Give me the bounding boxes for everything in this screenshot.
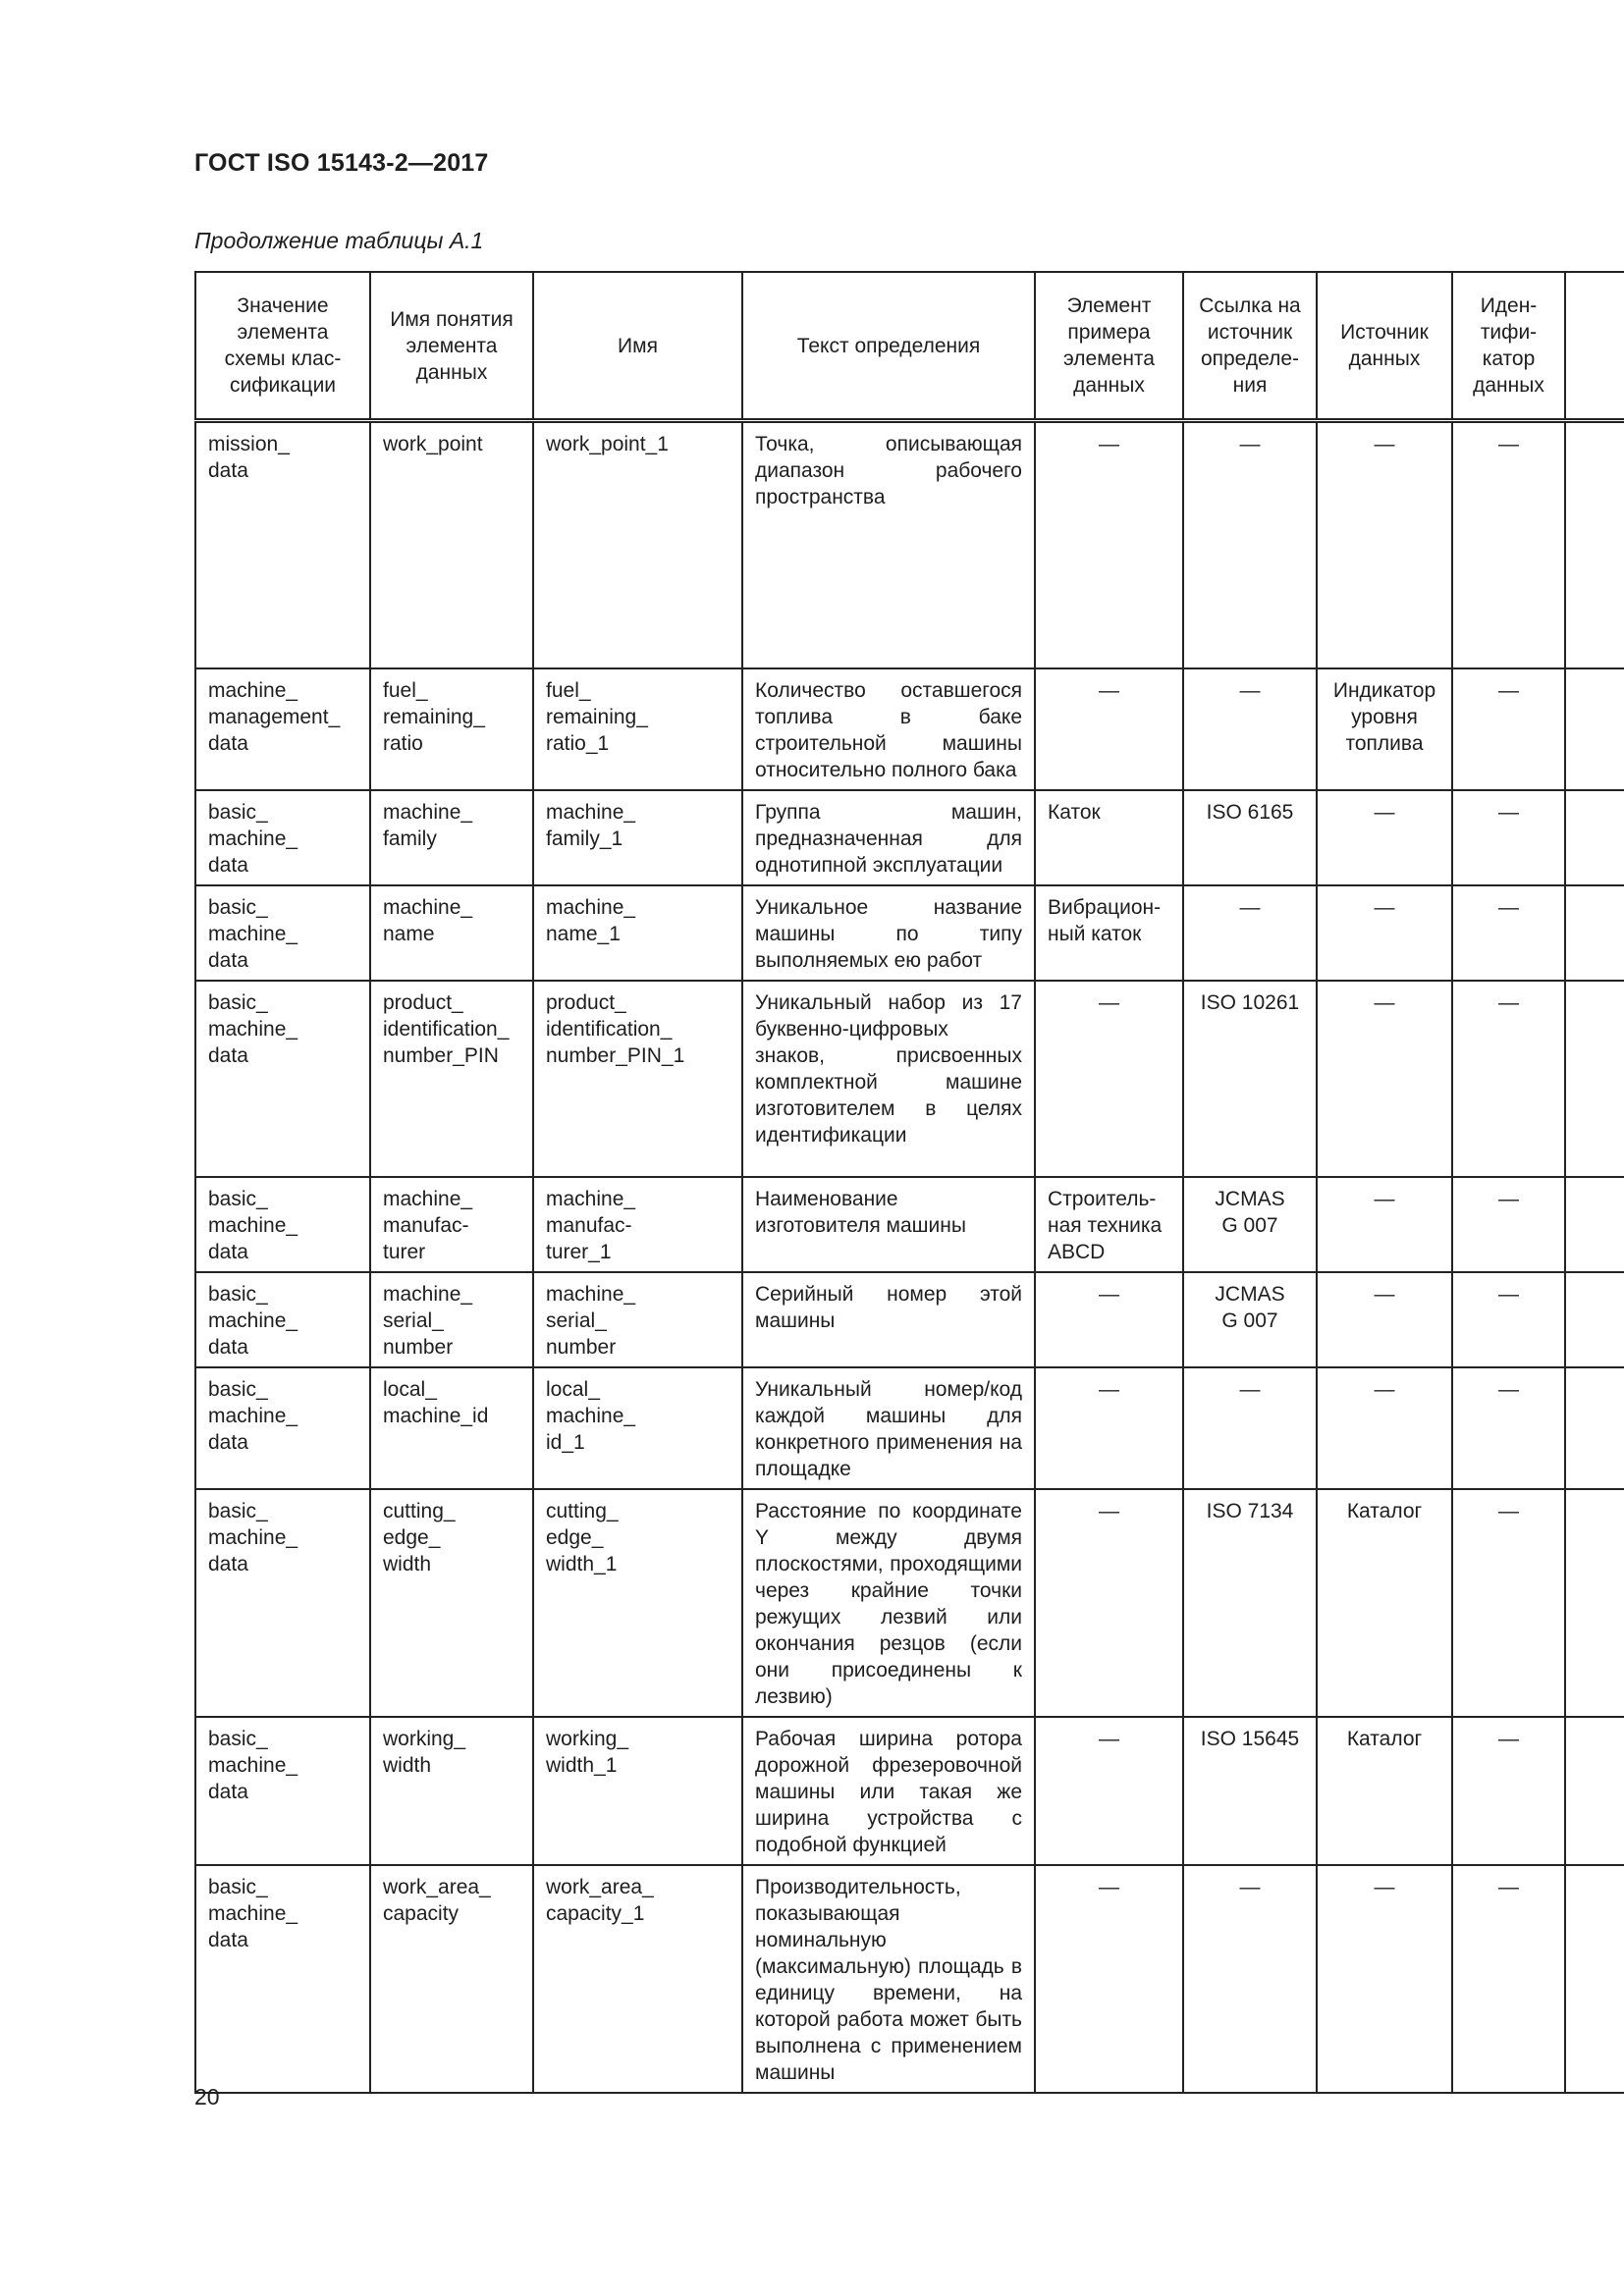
- cell-concept-name: [370, 1272, 533, 1367]
- cell-name-text: machine_ family_1: [546, 800, 636, 850]
- table-row: [195, 421, 1624, 668]
- header-edge-column: [1565, 272, 1624, 421]
- cell-example: [1035, 668, 1183, 790]
- header-name: Имя: [533, 272, 742, 421]
- cell-name-text: work_area_ capacity_1: [546, 1875, 654, 1925]
- cell-concept-name-text: work_point: [383, 433, 483, 455]
- cell-example-text: Строитель- ная техника ABCD: [1048, 1187, 1163, 1263]
- cell-example-text: —: [1099, 1499, 1119, 1522]
- cell-edge-column: [1565, 981, 1624, 1177]
- cell-reference-text: ISO 10261: [1200, 990, 1300, 1014]
- cell-data-source: [1317, 1489, 1452, 1717]
- cell-reference: [1183, 421, 1317, 668]
- cell-definition-text: Серийный номер этой машины: [755, 1282, 1022, 1332]
- cell-name: [533, 790, 742, 885]
- cell-data-source: [1317, 1272, 1452, 1367]
- cell-data-identifier-text: —: [1498, 433, 1519, 455]
- header-example: Элемент примера элемента данных: [1035, 272, 1183, 421]
- table-row: [195, 668, 1624, 790]
- cell-scheme-value-text: basic_ machine_ data: [208, 800, 298, 877]
- cell-data-source-text: —: [1374, 1875, 1395, 1898]
- cell-data-source: [1317, 1865, 1452, 2093]
- cell-scheme-value-text: basic_ machine_ data: [208, 1875, 298, 1951]
- cell-data-source-text: —: [1374, 1377, 1395, 1401]
- cell-data-identifier-text: —: [1498, 990, 1519, 1014]
- cell-edge-column: [1565, 1272, 1624, 1367]
- cell-data-source: [1317, 885, 1452, 981]
- cell-concept-name: [370, 1717, 533, 1865]
- cell-data-source: [1317, 1177, 1452, 1272]
- cell-data-source: [1317, 421, 1452, 668]
- cell-name: [533, 981, 742, 1177]
- cell-edge-column: [1565, 790, 1624, 885]
- classification-table: [194, 271, 1624, 2094]
- cell-reference: [1183, 1177, 1317, 1272]
- cell-definition-text: Расстояние по координате Y между двумя плоскостями, проходящими через крайние точки режущих лезвий или окончания резцов (если они присоединены к лезвию): [755, 1499, 1022, 1708]
- cell-scheme-value-text: machine_ management_ data: [208, 678, 341, 755]
- table-row: [195, 1865, 1624, 2093]
- cell-concept-name-text: fuel_ remaining_ ratio: [383, 678, 485, 755]
- cell-definition: [742, 668, 1035, 790]
- cell-example-text: —: [1099, 1727, 1119, 1750]
- cell-name: [533, 1272, 742, 1367]
- table-caption: Продолжение таблицы А.1: [194, 228, 484, 253]
- cell-name-text: local_ machine_ id_1: [546, 1377, 636, 1454]
- cell-reference: [1183, 1717, 1317, 1865]
- cell-concept-name: [370, 1367, 533, 1489]
- cell-example-text: —: [1099, 990, 1119, 1014]
- cell-edge-column: [1565, 1489, 1624, 1717]
- cell-scheme-value-text: basic_ machine_ data: [208, 990, 298, 1067]
- cell-scheme-value: [195, 1367, 370, 1489]
- cell-example: [1035, 1272, 1183, 1367]
- cell-data-source-text: Каталог: [1346, 1499, 1423, 1522]
- cell-name-text: machine_ manufac- turer_1: [546, 1187, 636, 1263]
- cell-name: [533, 885, 742, 981]
- cell-definition: [742, 1489, 1035, 1717]
- cell-name-text: machine_ name_1: [546, 895, 636, 945]
- cell-concept-name-text: machine_ manufac- turer: [383, 1187, 473, 1263]
- cell-data-identifier: [1452, 1865, 1565, 2093]
- cell-name: [533, 668, 742, 790]
- cell-example: [1035, 1865, 1183, 2093]
- cell-scheme-value: [195, 668, 370, 790]
- cell-data-source-text: —: [1374, 1282, 1395, 1306]
- cell-scheme-value: [195, 421, 370, 668]
- cell-data-identifier: [1452, 1489, 1565, 1717]
- cell-name: [533, 1489, 742, 1717]
- cell-example: [1035, 1717, 1183, 1865]
- cell-name: [533, 1367, 742, 1489]
- cell-reference-text: ISO 7134: [1206, 1499, 1294, 1522]
- cell-reference-text: ISO 6165: [1206, 800, 1294, 824]
- cell-reference-text: —: [1239, 678, 1261, 702]
- cell-data-identifier: [1452, 668, 1565, 790]
- cell-definition-text: Уникальный номер/код каждой машины для конкретного применения на площадке: [755, 1377, 1022, 1480]
- cell-concept-name-text: local_ machine_id: [383, 1377, 489, 1427]
- cell-scheme-value-text: basic_ machine_ data: [208, 1377, 298, 1454]
- cell-definition-text: Уникальный набор из 17 буквенно-цифровых знаков, присвоенных комплектной машине изготовителем в целях идентификации: [755, 990, 1022, 1147]
- cell-data-identifier: [1452, 981, 1565, 1177]
- cell-definition-text: Группа машин, предназначенная для однотипной эксплуатации: [755, 800, 1022, 877]
- cell-example-text: Каток: [1048, 800, 1101, 824]
- cell-example: [1035, 981, 1183, 1177]
- cell-example-text: —: [1099, 678, 1119, 702]
- cell-name-text: product_ identification_ number_PIN_1: [546, 990, 685, 1067]
- cell-data-source: [1317, 790, 1452, 885]
- cell-edge-column: [1565, 1367, 1624, 1489]
- cell-data-identifier-text: —: [1498, 678, 1519, 702]
- cell-scheme-value-text: basic_ machine_ data: [208, 1499, 298, 1575]
- cell-name: [533, 1177, 742, 1272]
- cell-concept-name-text: machine_ family: [383, 800, 473, 850]
- cell-data-identifier: [1452, 885, 1565, 981]
- cell-scheme-value: [195, 1717, 370, 1865]
- cell-reference-text: —: [1239, 433, 1261, 455]
- cell-concept-name: [370, 1489, 533, 1717]
- cell-concept-name-text: product_ identification_ number_PIN: [383, 990, 510, 1067]
- cell-data-source-text: —: [1374, 990, 1395, 1014]
- cell-definition-text: Точка, описывающая диапазон рабочего пространства: [755, 433, 1022, 508]
- cell-definition: [742, 981, 1035, 1177]
- page-number: 20: [194, 2084, 220, 2109]
- cell-data-identifier-text: —: [1498, 1875, 1519, 1898]
- cell-name: [533, 421, 742, 668]
- cell-data-identifier-text: —: [1498, 1282, 1519, 1306]
- cell-edge-column: [1565, 1717, 1624, 1865]
- table-row: [195, 1489, 1624, 1717]
- cell-data-identifier: [1452, 1367, 1565, 1489]
- cell-edge-column: [1565, 1865, 1624, 2093]
- cell-example-text: Вибрацион- ный каток: [1048, 895, 1162, 945]
- cell-data-identifier: [1452, 1717, 1565, 1865]
- cell-data-source-text: Каталог: [1346, 1727, 1423, 1750]
- cell-scheme-value: [195, 790, 370, 885]
- cell-concept-name-text: working_ width: [383, 1727, 466, 1777]
- cell-scheme-value-text: basic_ machine_ data: [208, 1727, 298, 1803]
- cell-example: [1035, 421, 1183, 668]
- cell-reference-text: —: [1239, 1875, 1261, 1898]
- cell-data-identifier-text: —: [1498, 1727, 1519, 1750]
- cell-definition-text: Рабочая ширина ротора дорожной фрезеровочной машины или такая же ширина устройства с подобной функцией: [755, 1727, 1022, 1856]
- header-concept-name: Имя понятия элемента данных: [370, 272, 533, 421]
- header-data-identifier: Иден- тифи- катор данных: [1452, 272, 1565, 421]
- cell-definition: [742, 1865, 1035, 2093]
- table-row: [195, 885, 1624, 981]
- cell-reference: [1183, 981, 1317, 1177]
- cell-data-source-text: —: [1374, 1187, 1395, 1210]
- cell-data-identifier: [1452, 421, 1565, 668]
- cell-data-identifier-text: —: [1498, 1377, 1519, 1401]
- cell-concept-name: [370, 1177, 533, 1272]
- cell-example-text: —: [1099, 433, 1119, 455]
- cell-name-text: fuel_ remaining_ ratio_1: [546, 678, 648, 755]
- cell-reference: [1183, 1865, 1317, 2093]
- cell-example-text: —: [1099, 1377, 1119, 1401]
- cell-name-text: working_ width_1: [546, 1727, 629, 1777]
- cell-scheme-value-text: basic_ machine_ data: [208, 1187, 298, 1263]
- cell-scheme-value: [195, 885, 370, 981]
- cell-reference-text: —: [1239, 1377, 1261, 1401]
- cell-example: [1035, 790, 1183, 885]
- cell-edge-column: [1565, 1177, 1624, 1272]
- cell-example: [1035, 1489, 1183, 1717]
- cell-example-text: —: [1099, 1282, 1119, 1306]
- cell-reference: [1183, 1489, 1317, 1717]
- table-body: [195, 421, 1624, 2093]
- cell-scheme-value-text: basic_ machine_ data: [208, 895, 298, 972]
- cell-definition: [742, 885, 1035, 981]
- cell-data-identifier-text: —: [1498, 800, 1519, 824]
- cell-scheme-value: [195, 1177, 370, 1272]
- cell-concept-name: [370, 1865, 533, 2093]
- cell-data-identifier: [1452, 1272, 1565, 1367]
- cell-name: [533, 1865, 742, 2093]
- cell-data-source-text: —: [1374, 433, 1395, 455]
- cell-concept-name: [370, 885, 533, 981]
- cell-name-text: work_point_1: [546, 433, 669, 455]
- cell-reference: [1183, 885, 1317, 981]
- cell-data-source-text: —: [1374, 895, 1395, 919]
- cell-data-identifier-text: —: [1498, 895, 1519, 919]
- cell-definition-text: Производительность, показывающая номинальную (максимальную) площадь в единицу времени, на которой работа может быть выполнена с применением машины: [755, 1875, 1022, 2084]
- cell-reference-text: JCMAS G 007: [1215, 1187, 1285, 1237]
- table-row: [195, 790, 1624, 885]
- cell-reference: [1183, 668, 1317, 790]
- cell-data-identifier: [1452, 790, 1565, 885]
- cell-scheme-value: [195, 1865, 370, 2093]
- cell-definition: [742, 1717, 1035, 1865]
- cell-scheme-value: [195, 1489, 370, 1717]
- cell-example-text: —: [1099, 1875, 1119, 1898]
- cell-edge-column: [1565, 668, 1624, 790]
- cell-scheme-value: [195, 981, 370, 1177]
- cell-definition: [742, 421, 1035, 668]
- cell-definition: [742, 1177, 1035, 1272]
- cell-data-source: [1317, 981, 1452, 1177]
- cell-scheme-value-text: basic_ machine_ data: [208, 1282, 298, 1359]
- cell-data-source-text: —: [1374, 800, 1395, 824]
- cell-example: [1035, 1177, 1183, 1272]
- cell-definition-text: Количество оставшегося топлива в баке строительной машины относительно полного бака: [755, 678, 1022, 781]
- cell-reference-text: ISO 15645: [1200, 1727, 1300, 1750]
- header-definition: Текст определения: [742, 272, 1035, 421]
- cell-name: [533, 1717, 742, 1865]
- cell-example: [1035, 1367, 1183, 1489]
- table-header-row: [195, 272, 1624, 421]
- cell-definition: [742, 790, 1035, 885]
- cell-reference: [1183, 1272, 1317, 1367]
- cell-scheme-value-text: mission_ data: [208, 433, 290, 482]
- cell-definition: [742, 1367, 1035, 1489]
- table-row: [195, 981, 1624, 1177]
- table-row: [195, 1717, 1624, 1865]
- cell-concept-name: [370, 790, 533, 885]
- cell-concept-name-text: machine_ serial_ number: [383, 1282, 473, 1359]
- table-row: [195, 1177, 1624, 1272]
- document-title: ГОСТ ISO 15143-2—2017: [194, 149, 489, 177]
- cell-data-source-text: Индикатор уровня топлива: [1332, 678, 1436, 755]
- cell-definition: [742, 1272, 1035, 1367]
- cell-concept-name-text: cutting_ edge_ width: [383, 1499, 456, 1575]
- cell-concept-name-text: work_area_ capacity: [383, 1875, 491, 1925]
- cell-data-source: [1317, 1367, 1452, 1489]
- table-row: [195, 1367, 1624, 1489]
- cell-data-source: [1317, 668, 1452, 790]
- cell-reference: [1183, 1367, 1317, 1489]
- cell-concept-name: [370, 668, 533, 790]
- cell-name-text: cutting_ edge_ width_1: [546, 1499, 619, 1575]
- cell-scheme-value: [195, 1272, 370, 1367]
- cell-data-identifier-text: —: [1498, 1187, 1519, 1210]
- cell-edge-column: [1565, 421, 1624, 668]
- cell-name-text: machine_ serial_ number: [546, 1282, 636, 1359]
- header-reference: Ссылка на источник определе- ния: [1183, 272, 1317, 421]
- cell-example: [1035, 885, 1183, 981]
- cell-data-identifier-text: —: [1498, 1499, 1519, 1522]
- cell-data-source: [1317, 1717, 1452, 1865]
- cell-definition-text: Наименование изготовителя машины: [755, 1187, 966, 1237]
- cell-edge-column: [1565, 885, 1624, 981]
- cell-concept-name: [370, 421, 533, 668]
- cell-reference-text: JCMAS G 007: [1215, 1282, 1285, 1332]
- cell-data-identifier: [1452, 1177, 1565, 1272]
- cell-reference: [1183, 790, 1317, 885]
- header-data-source: Источник данных: [1317, 272, 1452, 421]
- cell-definition-text: Уникальное название машины по типу выполняемых ею работ: [755, 895, 1022, 972]
- header-scheme-value: Значение элемента схемы клас- сификации: [195, 272, 370, 421]
- cell-reference-text: —: [1239, 895, 1261, 919]
- table-row: [195, 1272, 1624, 1367]
- cell-concept-name: [370, 981, 533, 1177]
- cell-concept-name-text: machine_ name: [383, 895, 473, 945]
